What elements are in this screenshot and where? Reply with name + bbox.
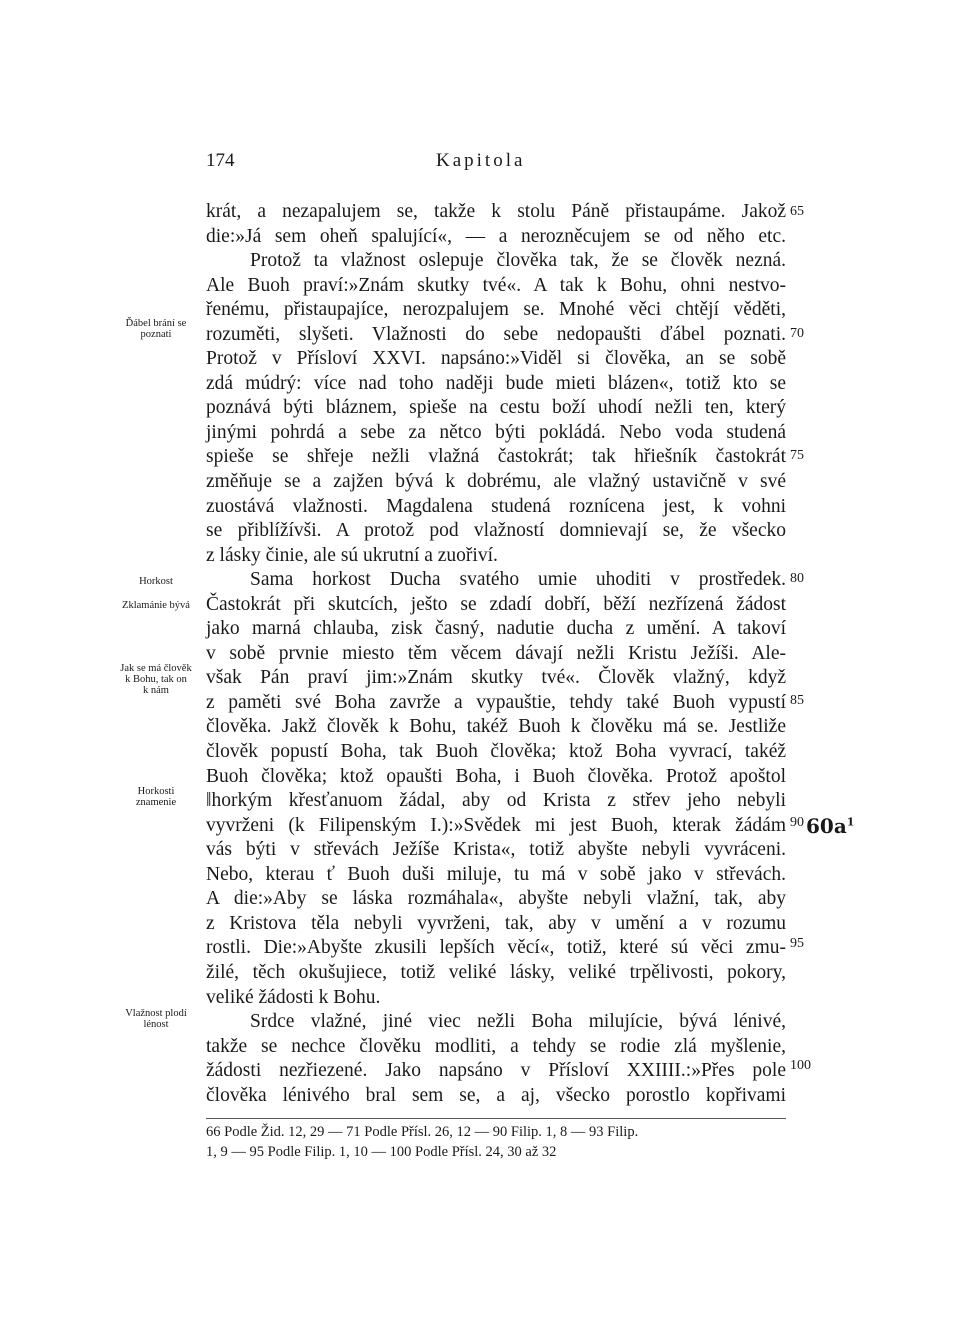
text-line: řenému, přistaupajíce, nerozpalujem se. Mnohé věci chtějí věděti,: [206, 299, 786, 321]
text-line: vyvrženi (k Filipenským I.):»Svědek mi jest Buoh, kterak žádám: [206, 814, 786, 836]
line-number: 95: [790, 936, 804, 951]
running-title: Kapitola: [436, 150, 526, 171]
text-line: Buoh člověka; ktož opaušti Boha, i Buoh člověka. Protož apoštol: [206, 765, 786, 787]
margin-note: Horkosti znamenie: [135, 786, 177, 808]
text-line: jako marná chlauba, zisk časný, nadutie ducha z umění. A takoví: [206, 618, 786, 640]
line-number: 85: [790, 693, 804, 708]
text-line: spieše se shřeje nežli vlažná častokrát; tak hřiešník častokrát: [206, 446, 786, 468]
text-line: vás býti v střevách Ježíše Krista«, totiž abyšte nebyli vyvráceni.: [206, 839, 786, 861]
footnotes: [206, 1122, 786, 1162]
line-number: 75: [790, 448, 804, 463]
text-line: člověka. Jakž člověk k Bohu, takéž Buoh k člověku má se. Jestliže: [206, 716, 786, 738]
text-line: jinými pohrdá a sebe za nětco býti pokládá. Nebo voda studená: [206, 421, 786, 443]
text-line: veliké žádosti k Bohu.: [206, 986, 381, 1008]
line-number: 80: [790, 571, 804, 586]
text-line: ‖horkým křesťanuom žádal, aby od Krista z střev jeho nebyli: [206, 790, 786, 812]
text-line: žádosti nezřiezené. Jako napsáno v Přísloví XXIIII.:»Přes pole: [206, 1060, 786, 1082]
text-line: Častokrát při skutcích, ješto se zdadí dobří, běží nezřízená žádost: [206, 593, 786, 615]
margin-note: Jak se má člověk k Bohu, tak on k nám: [120, 663, 192, 696]
text-line: zuostává vlažnosti. Magdalena studená roznícena jest, k vohni: [206, 495, 786, 517]
text-line: die:»Já sem oheň spalující«, — a nerozněcujem se od něho etc.: [206, 225, 786, 247]
text-line: Protož v Přísloví XXVI. napsáno:»Viděl si člověka, an se sobě: [206, 348, 786, 370]
text-line: rostli. Die:»Abyšte zkusili lepších věcí«, totiž, které sú věci zmu-: [206, 937, 786, 959]
text-line: Sama horkost Ducha svatého umie uhoditi v prostředek.: [250, 569, 786, 591]
footnote-line: 66 Podle Žid. 12, 29 — 71 Podle Přísl. 26, 12 — 90 Filip. 1, 8 — 93 Filip.: [206, 1124, 639, 1140]
line-number: 70: [790, 326, 804, 341]
text-line: se přiblížívši. A protož pod vlažností domnievají se, že všecko: [206, 520, 786, 542]
text-line: člověka lénivého bral sem se, a aj, všecko porostlo kopřivami: [206, 1084, 786, 1106]
text-line: A die:»Aby se láska rozmáhala«, abyšte nebyli vlažní, tak, aby: [206, 888, 786, 910]
text-line: žilé, těch okušujiece, totiž veliké lásky, veliké trpělivosti, pokory,: [206, 961, 786, 983]
text-line: poznává býti bláznem, spieše na cestu boží uhodí nežli ten, který: [206, 397, 786, 419]
text-line: krát, a nezapalujem se, takže k stolu Páně přistaupáme. Jakož: [206, 201, 786, 222]
text-line: rozuměti, slyšeti. Vlažnosti do sebe nedopaušti ďábel poznati.: [206, 323, 786, 345]
text-line: z paměti své Boha zavrže a vypauštie, tehdy také Buoh vypustí: [206, 691, 786, 713]
line-number: 100: [790, 1058, 811, 1073]
margin-note: Zklamánie bývá: [122, 600, 190, 611]
page-number: 174: [206, 150, 235, 171]
text-line: Protož ta vlažnost oslepuje člověka tak, že se člověk nezná.: [250, 250, 786, 272]
footnote-line: 1, 9 — 95 Podle Filip. 1, 10 — 100 Podle Přísl. 24, 30 až 32: [206, 1144, 557, 1160]
text-line: takže se nechce člověku modliti, a tehdy se rodie zlá myšlenie,: [206, 1035, 786, 1057]
footnote-divider: [206, 1118, 786, 1119]
text-line: Ale Buoh praví:»Znám skutky tvé«. A tak k Bohu, ohni nestvo-: [206, 274, 786, 296]
line-number: 90: [790, 815, 804, 830]
text-line: změňuje se a zajžen bývá k dobrému, ale vlažný ustavičně v své: [206, 471, 786, 493]
text-line: Srdce vlažné, jiné viec nežli Boha milujície, bývá lénivé,: [250, 1011, 786, 1033]
text-line: Nebo, kterau ť Buoh duši miluje, tu má v sobě jako v střevách.: [206, 863, 786, 885]
text-line: z Kristova těla nebyli vyvrženi, tak, aby v umění a v rozumu: [206, 912, 786, 934]
line-number: 65: [790, 204, 804, 219]
folio-marker: $60a^1$: [806, 814, 855, 838]
margin-note: Horkost: [139, 576, 173, 587]
margin-note: Vlažnost plodí lénost: [125, 1008, 187, 1030]
text-line: v sobě prvnie miesto těm věcem dávají nežli Kristu Ježíši. Ale-: [206, 642, 786, 664]
margin-note: Ďábel brání se poznati: [125, 318, 187, 340]
text-line: člověk popustí Boha, tak Buoh člověka; ktož Boha vyvrací, takéž: [206, 741, 786, 763]
main-text: [206, 200, 786, 1108]
text-line: z lásky činie, ale sú ukrutní a zuořiví.: [206, 544, 498, 566]
text-line: zdá múdrý: více nad toho naději bude mieti blázen«, totiž kto se: [206, 372, 786, 394]
text-line: však Pán praví jim:»Znám skutky tvé«. Člověk vlažný, když: [206, 667, 786, 689]
